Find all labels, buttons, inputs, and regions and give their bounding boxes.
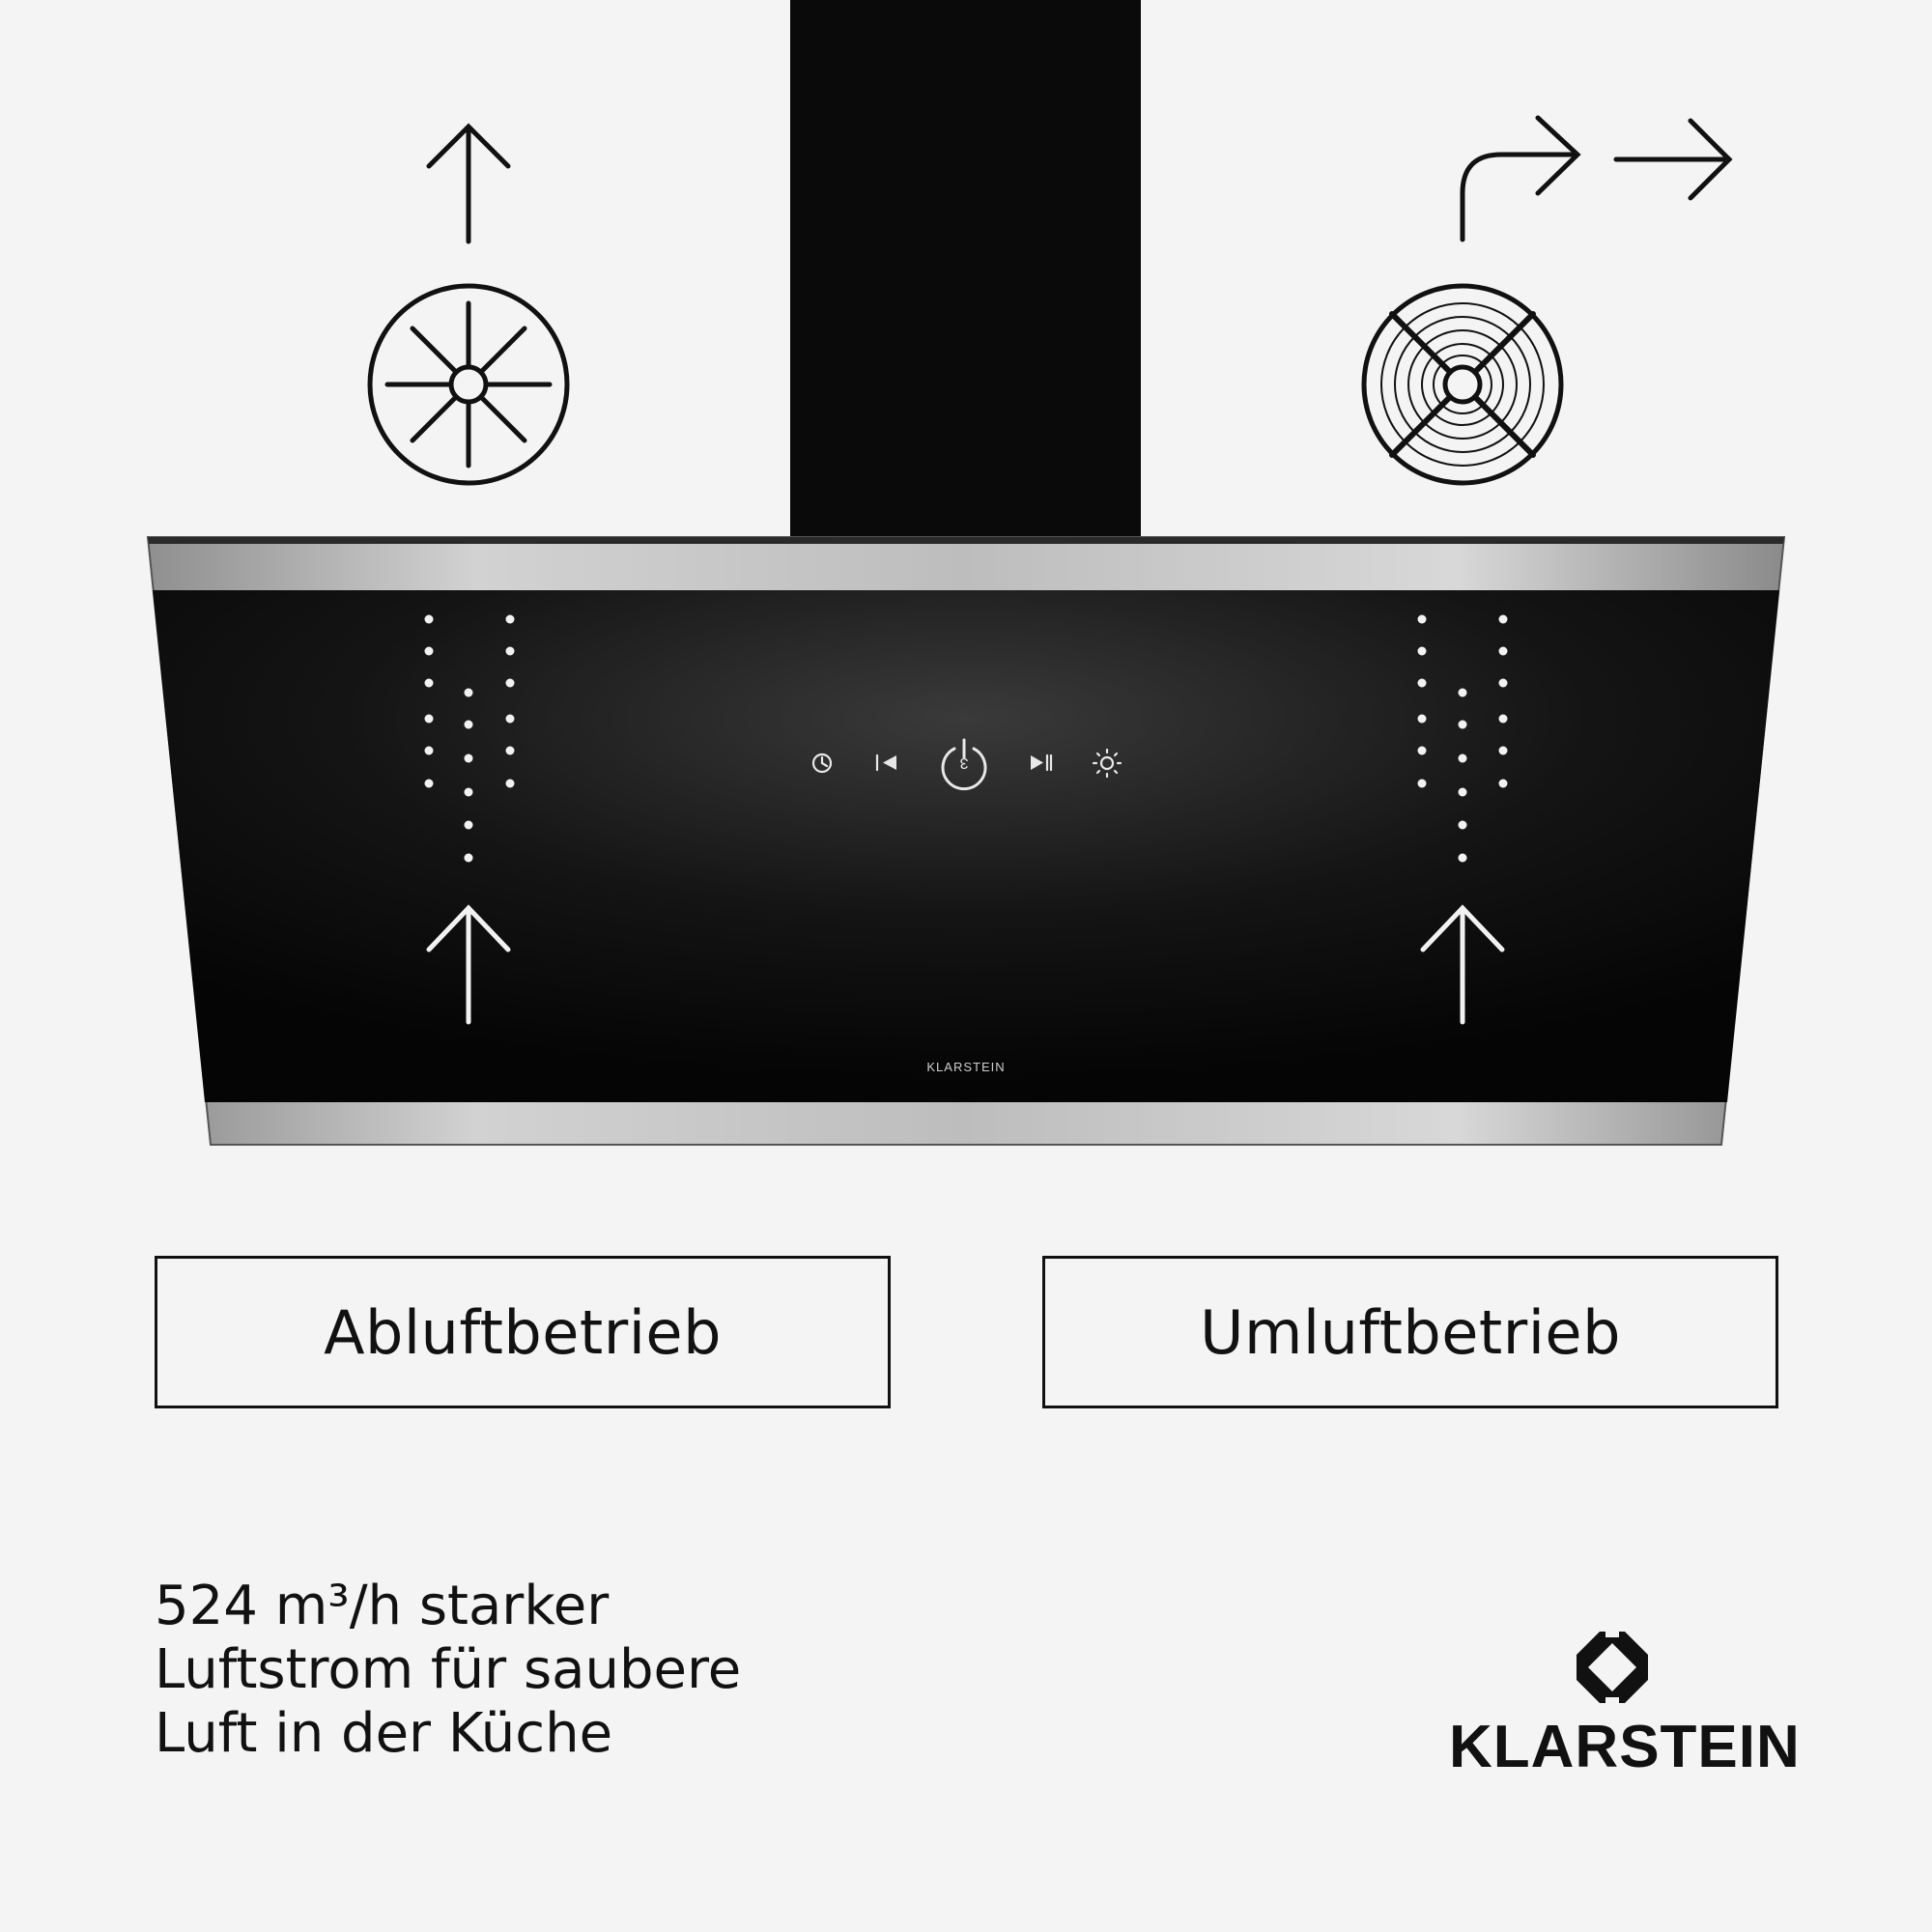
carbon-filter-icon bbox=[1364, 118, 1729, 483]
airflow-dot bbox=[1418, 679, 1427, 688]
brand-wordmark: KLARSTEIN bbox=[1449, 1714, 1801, 1780]
fan-icon bbox=[370, 127, 567, 483]
airflow-dot bbox=[1459, 788, 1467, 797]
airflow-dot bbox=[425, 715, 434, 724]
airflow-dot bbox=[506, 615, 515, 624]
airflow-dot bbox=[425, 747, 434, 755]
airflow-dot bbox=[1499, 615, 1508, 624]
airflow-dot bbox=[425, 647, 434, 656]
airflow-dot bbox=[1418, 647, 1427, 656]
tagline-line-2: Luftstrom für saubere bbox=[155, 1638, 742, 1701]
airflow-dot bbox=[506, 679, 515, 688]
klarstein-logo-icon bbox=[1573, 1628, 1652, 1707]
airflow-dot bbox=[1459, 821, 1467, 830]
airflow-dot bbox=[1499, 780, 1508, 788]
airflow-dot bbox=[425, 780, 434, 788]
exhaust-mode-label: Abluftbetrieb bbox=[324, 1296, 722, 1368]
airflow-dot bbox=[1418, 780, 1427, 788]
hood-glass-panel bbox=[153, 590, 1779, 1102]
recirculation-mode-box bbox=[1042, 1256, 1778, 1408]
tagline-line-1: 524 m³/h starker bbox=[155, 1575, 610, 1637]
recirculation-mode-label: Umluftbetrieb bbox=[1200, 1296, 1621, 1368]
airflow-dot bbox=[465, 788, 473, 797]
airflow-dot bbox=[1418, 715, 1427, 724]
airflow-dot bbox=[506, 715, 515, 724]
airflow-dot bbox=[506, 647, 515, 656]
tagline-line-3: Luft in der Küche bbox=[155, 1702, 613, 1765]
airflow-dot bbox=[465, 754, 473, 763]
airflow-dot bbox=[425, 679, 434, 688]
airflow-dot bbox=[1459, 854, 1467, 863]
exhaust-mode-box bbox=[155, 1256, 891, 1408]
power-level-display: 3 bbox=[959, 754, 969, 771]
airflow-dot bbox=[506, 747, 515, 755]
airflow-dot bbox=[1459, 754, 1467, 763]
airflow-dot bbox=[506, 780, 515, 788]
airflow-dot bbox=[1418, 615, 1427, 624]
airflow-dot bbox=[1459, 721, 1467, 729]
airflow-dot bbox=[465, 854, 473, 863]
airflow-dot bbox=[1499, 715, 1508, 724]
hood-brand-label: KLARSTEIN bbox=[926, 1060, 1006, 1074]
airflow-dot bbox=[1499, 679, 1508, 688]
airflow-dot bbox=[425, 615, 434, 624]
airflow-dot bbox=[1459, 689, 1467, 697]
airflow-dot bbox=[1499, 647, 1508, 656]
airflow-dot bbox=[1499, 747, 1508, 755]
airflow-dot bbox=[465, 821, 473, 830]
airflow-dot bbox=[465, 689, 473, 697]
hood-top-edge bbox=[148, 537, 1784, 544]
chimney bbox=[790, 0, 1141, 541]
airflow-dot bbox=[465, 721, 473, 729]
airflow-dot bbox=[1418, 747, 1427, 755]
tagline bbox=[155, 1575, 741, 1766]
